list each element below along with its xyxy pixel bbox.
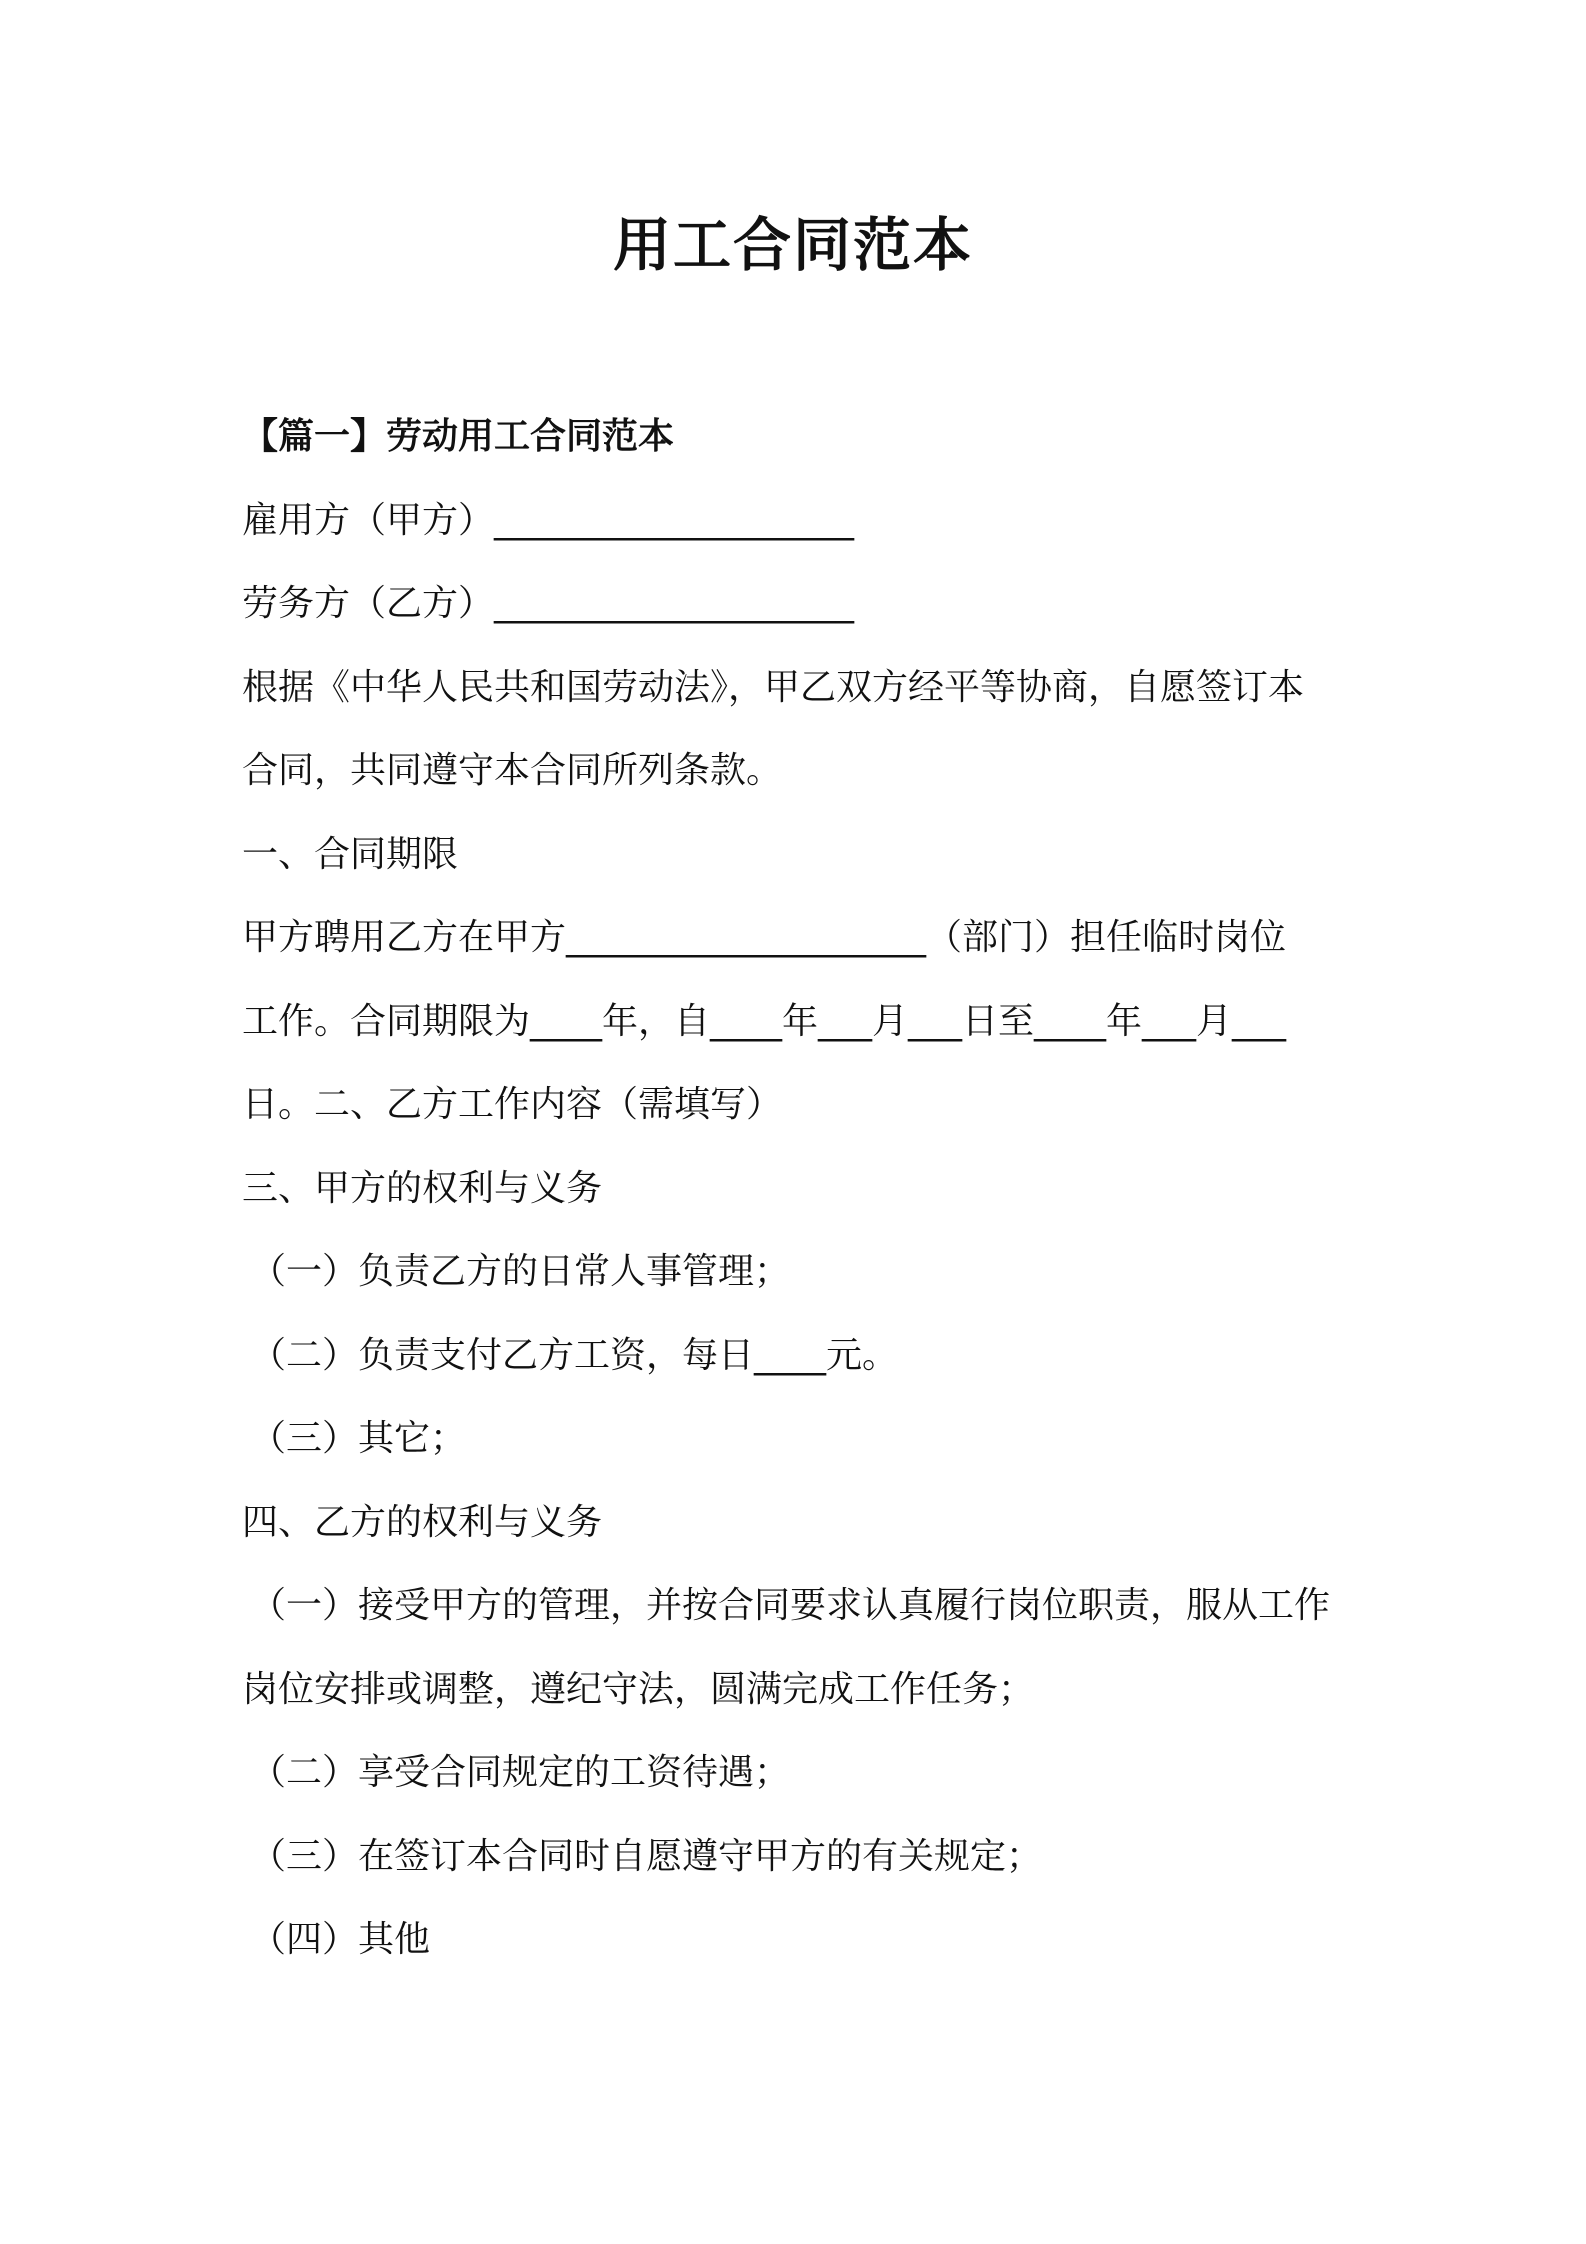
paragraph-line: 合同，共同遵守本合同所列条款。 [242,750,783,791]
clause-heading: 一、合同期限 [242,833,459,875]
sub-clause-line: （三）在签订本合同时自愿遵守甲方的有关规定； [250,1835,1043,1877]
paragraph-line: 根据《中华人民共和国劳动法》，甲乙双方经平等协商，自愿签订本 [242,666,1305,708]
sub-clause-line: （二）负责支付乙方工资，每日____元。 [250,1334,899,1376]
paragraph-line: 工作。合同期限为____年，自____年___月___日至____年___月___ [242,1000,1287,1042]
section-heading: 【篇一】劳动用工合同范本 [242,416,675,457]
sub-clause-line: （四）其他 [250,1919,431,1960]
employer-line: 雇用方（甲方）____________________ [242,499,855,541]
paragraph-line: 日。二、乙方工作内容（需填写） [242,1084,783,1125]
clause-heading: 四、乙方的权利与义务 [242,1501,603,1543]
sub-clause-line: （一）负责乙方的日常人事管理； [250,1251,791,1292]
sub-clause-line: （一）接受甲方的管理，并按合同要求认真履行岗位职责，服从工作 [250,1585,1331,1626]
document-body [242,395,1352,1982]
sub-clause-line: （二）享受合同规定的工资待遇； [250,1752,791,1793]
worker-line: 劳务方（乙方）____________________ [242,583,855,624]
clause-heading: 三、甲方的权利与义务 [242,1167,603,1209]
paragraph-line: 岗位安排或调整，遵纪守法，圆满完成工作任务； [242,1668,1035,1710]
sub-clause-line: （三）其它； [250,1418,467,1459]
paragraph-line: 甲方聘用乙方在甲方____________________（部门）担任临时岗位 [242,917,1287,958]
document-title: 用工合同范本 [612,211,973,279]
